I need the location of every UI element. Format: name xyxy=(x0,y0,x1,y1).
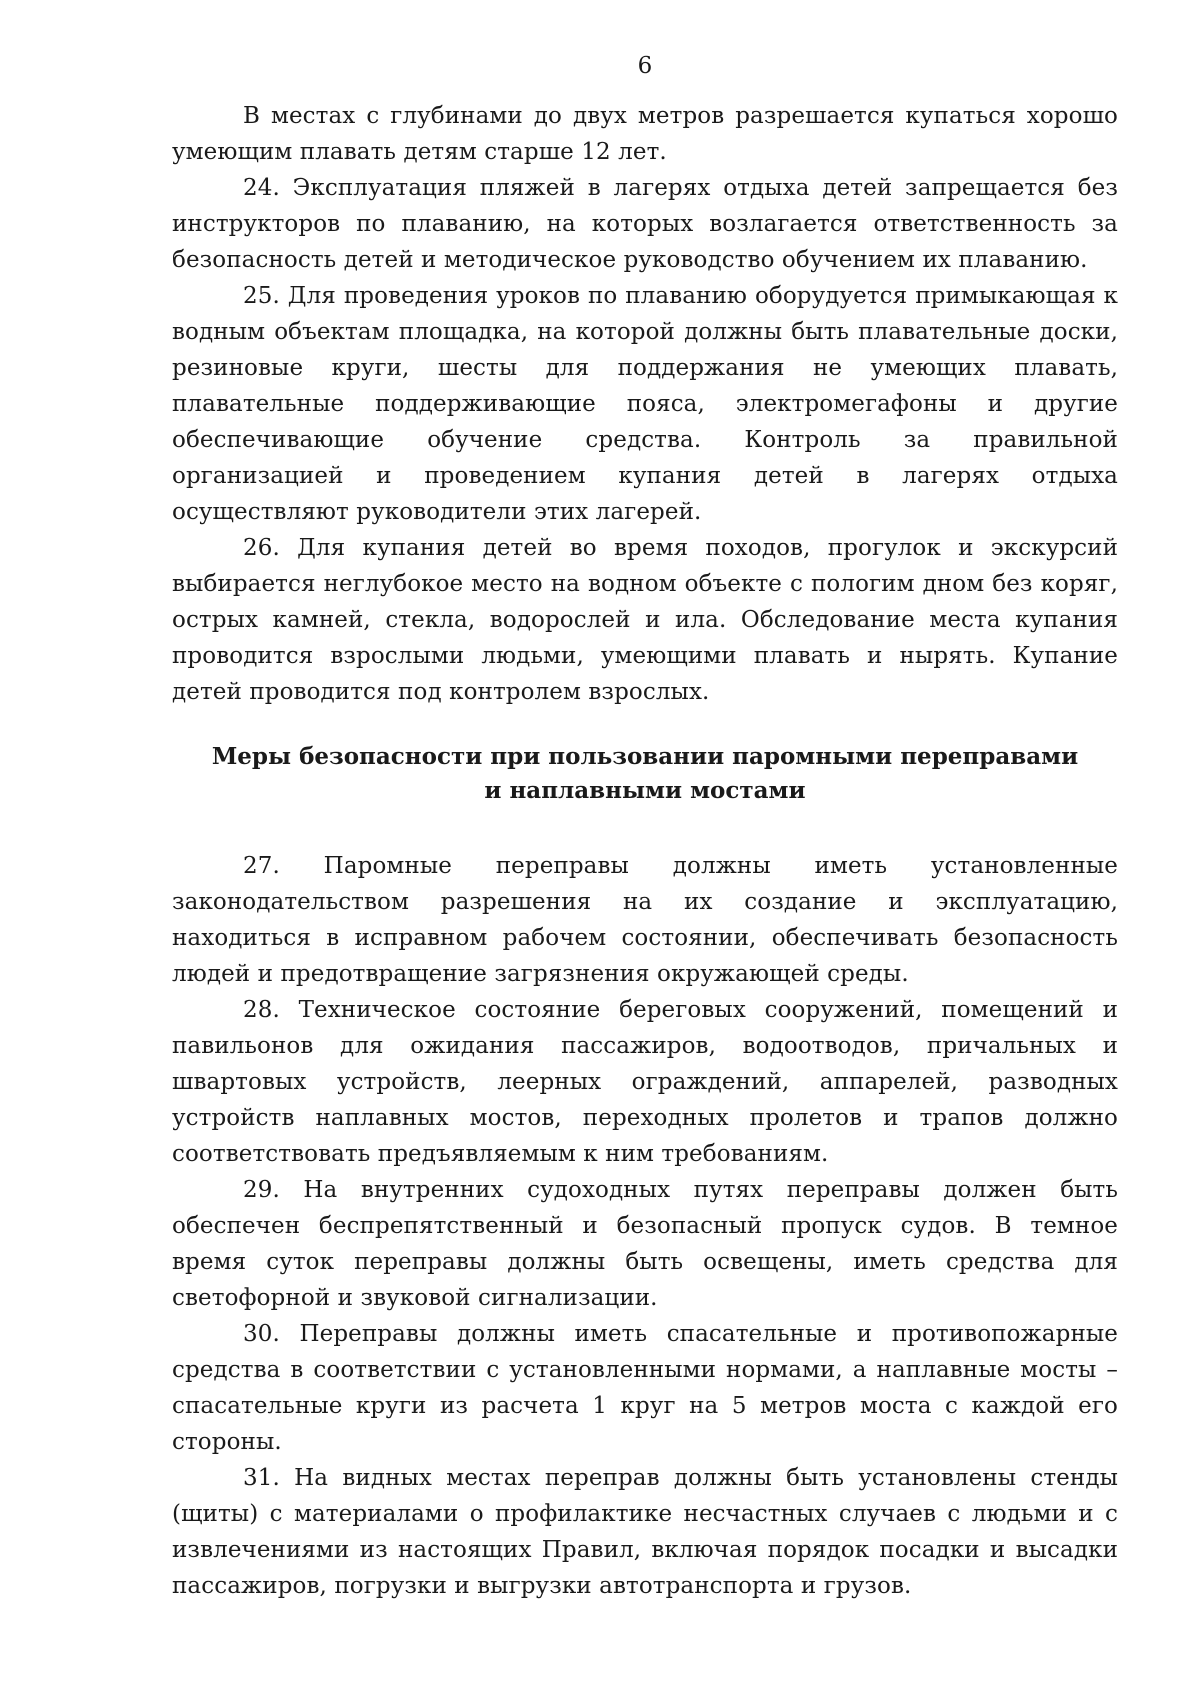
paragraph-26: 26. Для купания детей во время походов, прогулок и экскурсий выбирается неглубокое место на водном объекте с пологим дном без коряг, острых камней, стекла, водорослей и ила. Обследование места купания проводится взрослыми людьми, умеющими плавать и нырять. Купание детей проводится под контролем взрослых. xyxy=(172,535,1118,705)
section-heading-line-1: Меры безопасности при пользовании паромными переправами xyxy=(211,743,1079,770)
paragraph-30: 30. Переправы должны иметь спасательные и противопожарные средства в соответствии с установленными нормами, а наплавные мосты – спасательные круги из расчета 1 круг на 5 метров моста с каждой его стороны. xyxy=(172,1321,1118,1455)
paragraph-24: 24. Эксплуатация пляжей в лагерях отдыха детей запрещается без инструкторов по плаванию, на которых возлагается ответственность за безопасность детей и методическое руководство обучением их плаванию. xyxy=(172,175,1118,273)
paragraph-31: 31. На видных местах переправ должны быть установлены стенды (щиты) с материалами о профилактике несчастных случаев с людьми и с извлечениями из настоящих Правил, включая порядок посадки и высадки пассажиров, погрузки и выгрузки автотранспорта и грузов. xyxy=(172,1465,1118,1599)
paragraph-28: 28. Техническое состояние береговых сооружений, помещений и павильонов для ожидания пассажиров, водоотводов, причальных и швартовых устройств, леерных ограждений, аппарелей, разводных устройств наплавных мостов, переходных пролетов и трапов должно соответствовать предъявляемым к ним требованиям. xyxy=(172,997,1118,1167)
document-page xyxy=(172,50,1118,1604)
page-number: 6 xyxy=(637,53,653,79)
paragraph-29: 29. На внутренних судоходных путях переправы должен быть обеспечен беспрепятственный и безопасный пропуск судов. В темное время суток переправы должны быть освещены, иметь средства для светофорной и звуковой сигнализации. xyxy=(172,1177,1118,1311)
paragraph-swimming-depth: В местах с глубинами до двух метров разрешается купаться хорошо умеющим плавать детям старше 12 лет. xyxy=(172,103,1118,165)
section-heading-line-2: и наплавными мостами xyxy=(484,777,806,804)
paragraph-27: 27. Паромные переправы должны иметь установленные законодательством разрешения на их создание и эксплуатацию, находиться в исправном рабочем состоянии, обеспечивать безопасность людей и предотвращение загрязнения окружающей среды. xyxy=(172,853,1118,987)
section-heading xyxy=(172,740,1118,808)
paragraph-25: 25. Для проведения уроков по плаванию оборудуется примыкающая к водным объектам площадка, на которой должны быть плавательные доски, резиновые круги, шесты для поддержания не умеющих плавать, плавательные поддерживающие пояса, электромегафоны и другие обеспечивающие обучение средства. Контроль за правильной организацией и проведением купания детей в лагерях отдыха осуществляют руководители этих лагерей. xyxy=(172,283,1118,525)
